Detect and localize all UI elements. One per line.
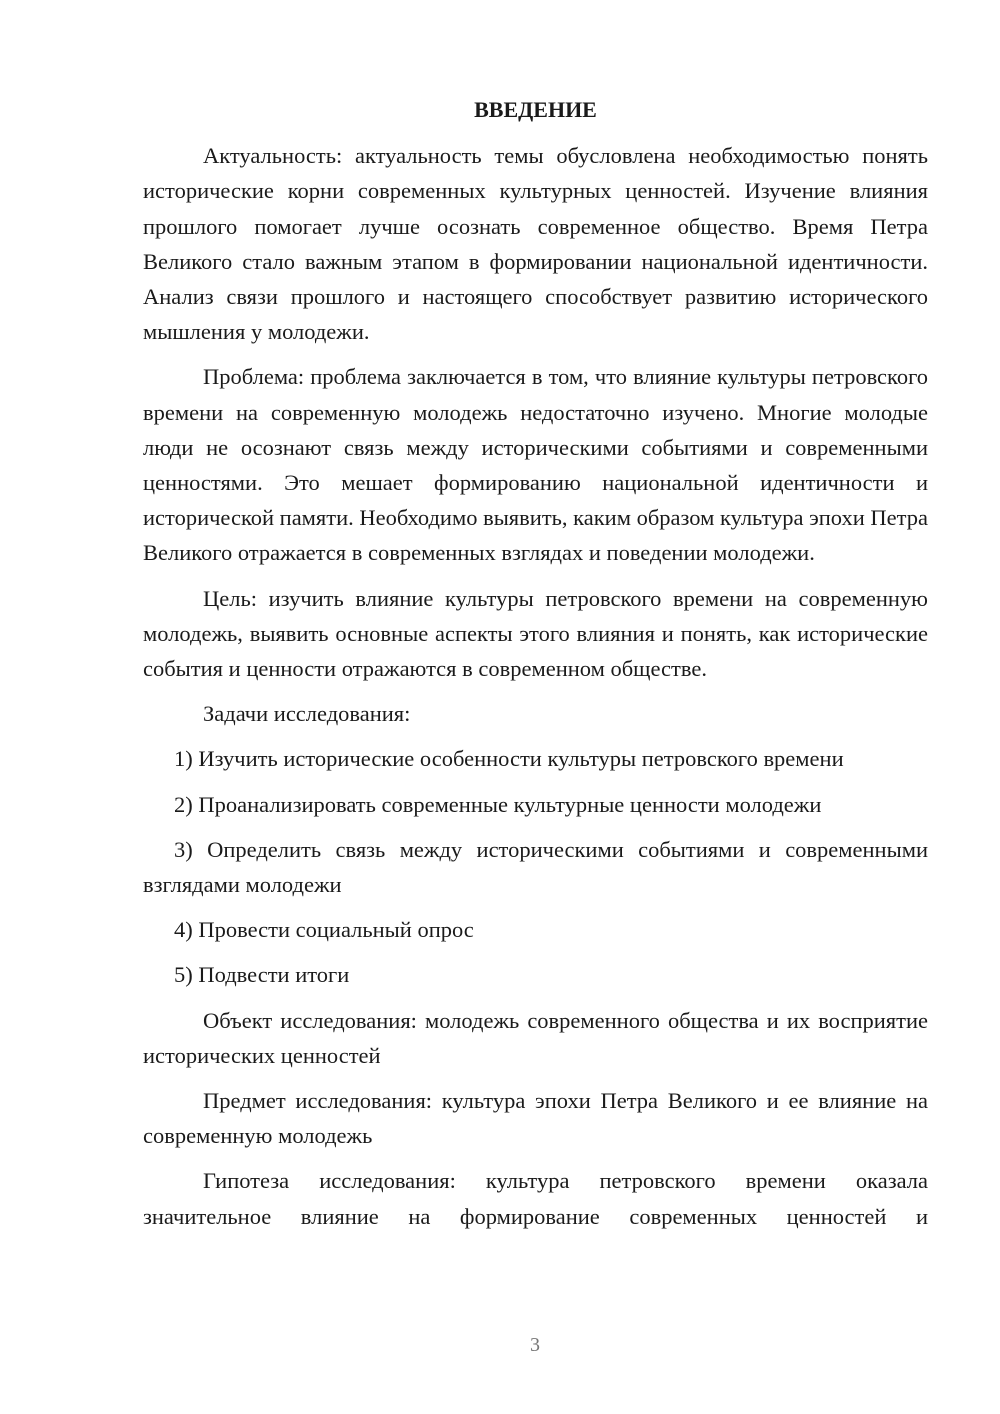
task-item-4: 4) Провести социальный опрос [174, 917, 474, 943]
task-item-5: 5) Подвести итоги [174, 962, 350, 988]
hypothesis-paragraph: Гипотеза исследования: культура петровского времени оказала значительное влияние на формирование современных ценностей и [143, 1168, 928, 1229]
object-paragraph: Объект исследования: молодежь современного общества и их восприятие исторических ценностей [143, 1007, 928, 1068]
task-item-3: 3) Определить связь между историческими событиями и современными взглядами молодежи [143, 836, 928, 898]
problem-paragraph: Проблема: проблема заключается в том, что влияние культуры петровского времени на современную молодежь недостаточно изучено. Многие молодые люди не осознают связь между историческими событиями и современными ценностями. Это мешает формированию национальной идентичности и исторической памяти. Необходимо выявить, каким образом культура эпохи Петра Великого отражается в современных взглядах и поведении молодежи. [143, 364, 928, 566]
page-number: 3 [530, 1334, 540, 1356]
subject-paragraph: Предмет исследования: культура эпохи Петра Великого и ее влияние на современную молодежь [143, 1088, 928, 1149]
tasks-heading: Задачи исследования: [203, 701, 411, 727]
task-item-1: 1) Изучить исторические особенности культуры петровского времени [174, 746, 844, 772]
task-item-2: 2) Проанализировать современные культурные ценности молодежи [174, 791, 822, 817]
section-heading: ВВЕДЕНИЕ [474, 97, 597, 122]
goal-paragraph: Цель: изучить влияние культуры петровского времени на современную молодежь, выявить основные аспекты этого влияния и понять, как исторические события и ценности отражаются в современном обществе. [143, 585, 928, 682]
relevance-paragraph: Актуальность: актуальность темы обусловлена необходимостью понять исторические корни современных культурных ценностей. Изучение влияния прошлого помогает лучше осознать современное общество. Время Петра Великого стало важным этапом в формировании национальной идентичности. Анализ связи прошлого и настоящего способствует развитию исторического мышления у молодежи. [143, 143, 928, 345]
page-content [143, 92, 928, 1234]
